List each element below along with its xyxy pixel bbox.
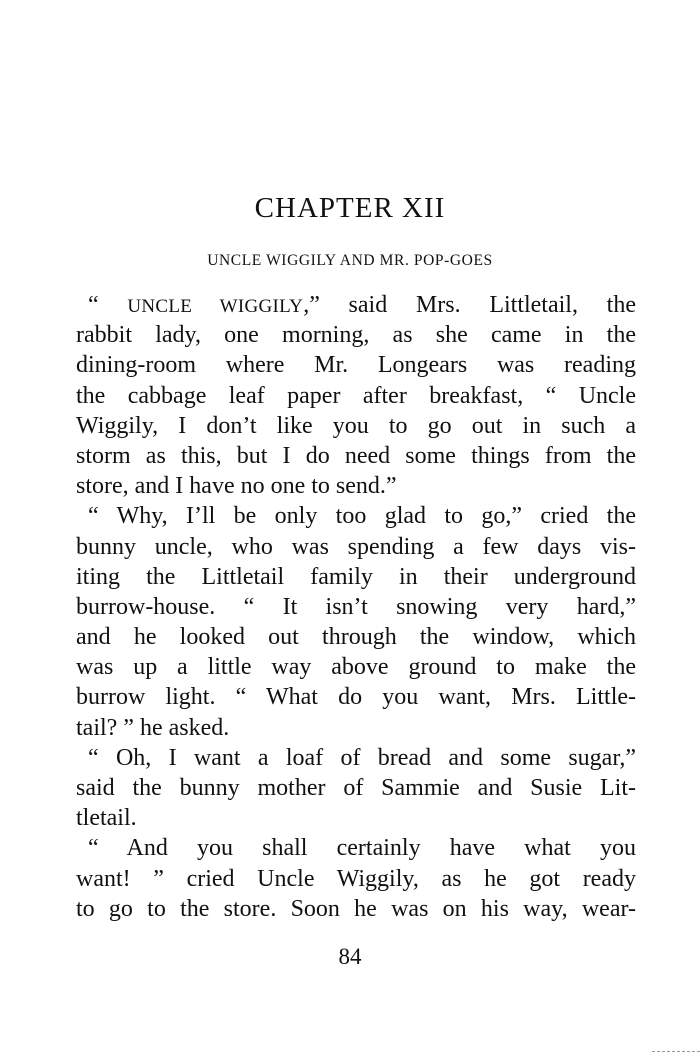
text-line: Wiggily, I don’t like you to go out in such a <box>76 412 636 439</box>
text-line: and he looked out through the window, which <box>76 624 636 651</box>
text-line: burrow light. “ What do you want, Mrs. Little- <box>76 684 636 711</box>
paragraph <box>76 290 636 501</box>
text-line: “ Oh, I want a loaf of bread and some sugar,” <box>88 744 636 771</box>
paragraph <box>76 833 636 924</box>
scan-edge-mark <box>652 1051 700 1053</box>
text-line: store, and I have no one to send.” <box>76 473 397 500</box>
text-line-rest: ,” said Mrs. Littletail, the <box>303 292 636 318</box>
small-caps-name: UNCLE WIGGILY <box>127 296 304 317</box>
paragraph <box>76 501 636 743</box>
text-line: iting the Littletail family in their underground <box>76 563 636 590</box>
text-line: want! ” cried Uncle Wiggily, as he got ready <box>76 865 636 892</box>
text-line: burrow-house. “ It isn’t snowing very hard,” <box>76 593 636 620</box>
page-number: 84 <box>338 944 362 969</box>
text-line: tletail. <box>76 805 137 832</box>
text-line: “ And you shall certainly have what you <box>88 835 636 862</box>
text-line <box>76 290 636 320</box>
text-line: storm as this, but I do need some things from the <box>76 442 636 469</box>
text-line: rabbit lady, one morning, as she came in the <box>76 322 636 349</box>
open-quote: “ <box>88 292 128 318</box>
text-line: was up a little way above ground to make the <box>76 654 636 681</box>
paragraph <box>76 743 636 834</box>
text-line: to go to the store. Soon he was on his way, wear- <box>76 895 636 922</box>
text-line: said the bunny mother of Sammie and Susie Lit- <box>76 775 636 801</box>
chapter-title: CHAPTER XII <box>254 192 446 224</box>
text-line: tail? ” he asked. <box>76 714 230 741</box>
body-text <box>76 290 636 924</box>
text-line: bunny uncle, who was spending a few days vis- <box>76 533 636 560</box>
text-line: “ Why, I’ll be only too glad to go,” cried the <box>88 503 636 530</box>
chapter-subtitle: UNCLE WIGGILY AND MR. POP-GOES <box>207 252 493 269</box>
text-line: dining-room where Mr. Longears was reading <box>76 352 636 379</box>
text-line: the cabbage leaf paper after breakfast, “ Uncle <box>76 382 636 409</box>
